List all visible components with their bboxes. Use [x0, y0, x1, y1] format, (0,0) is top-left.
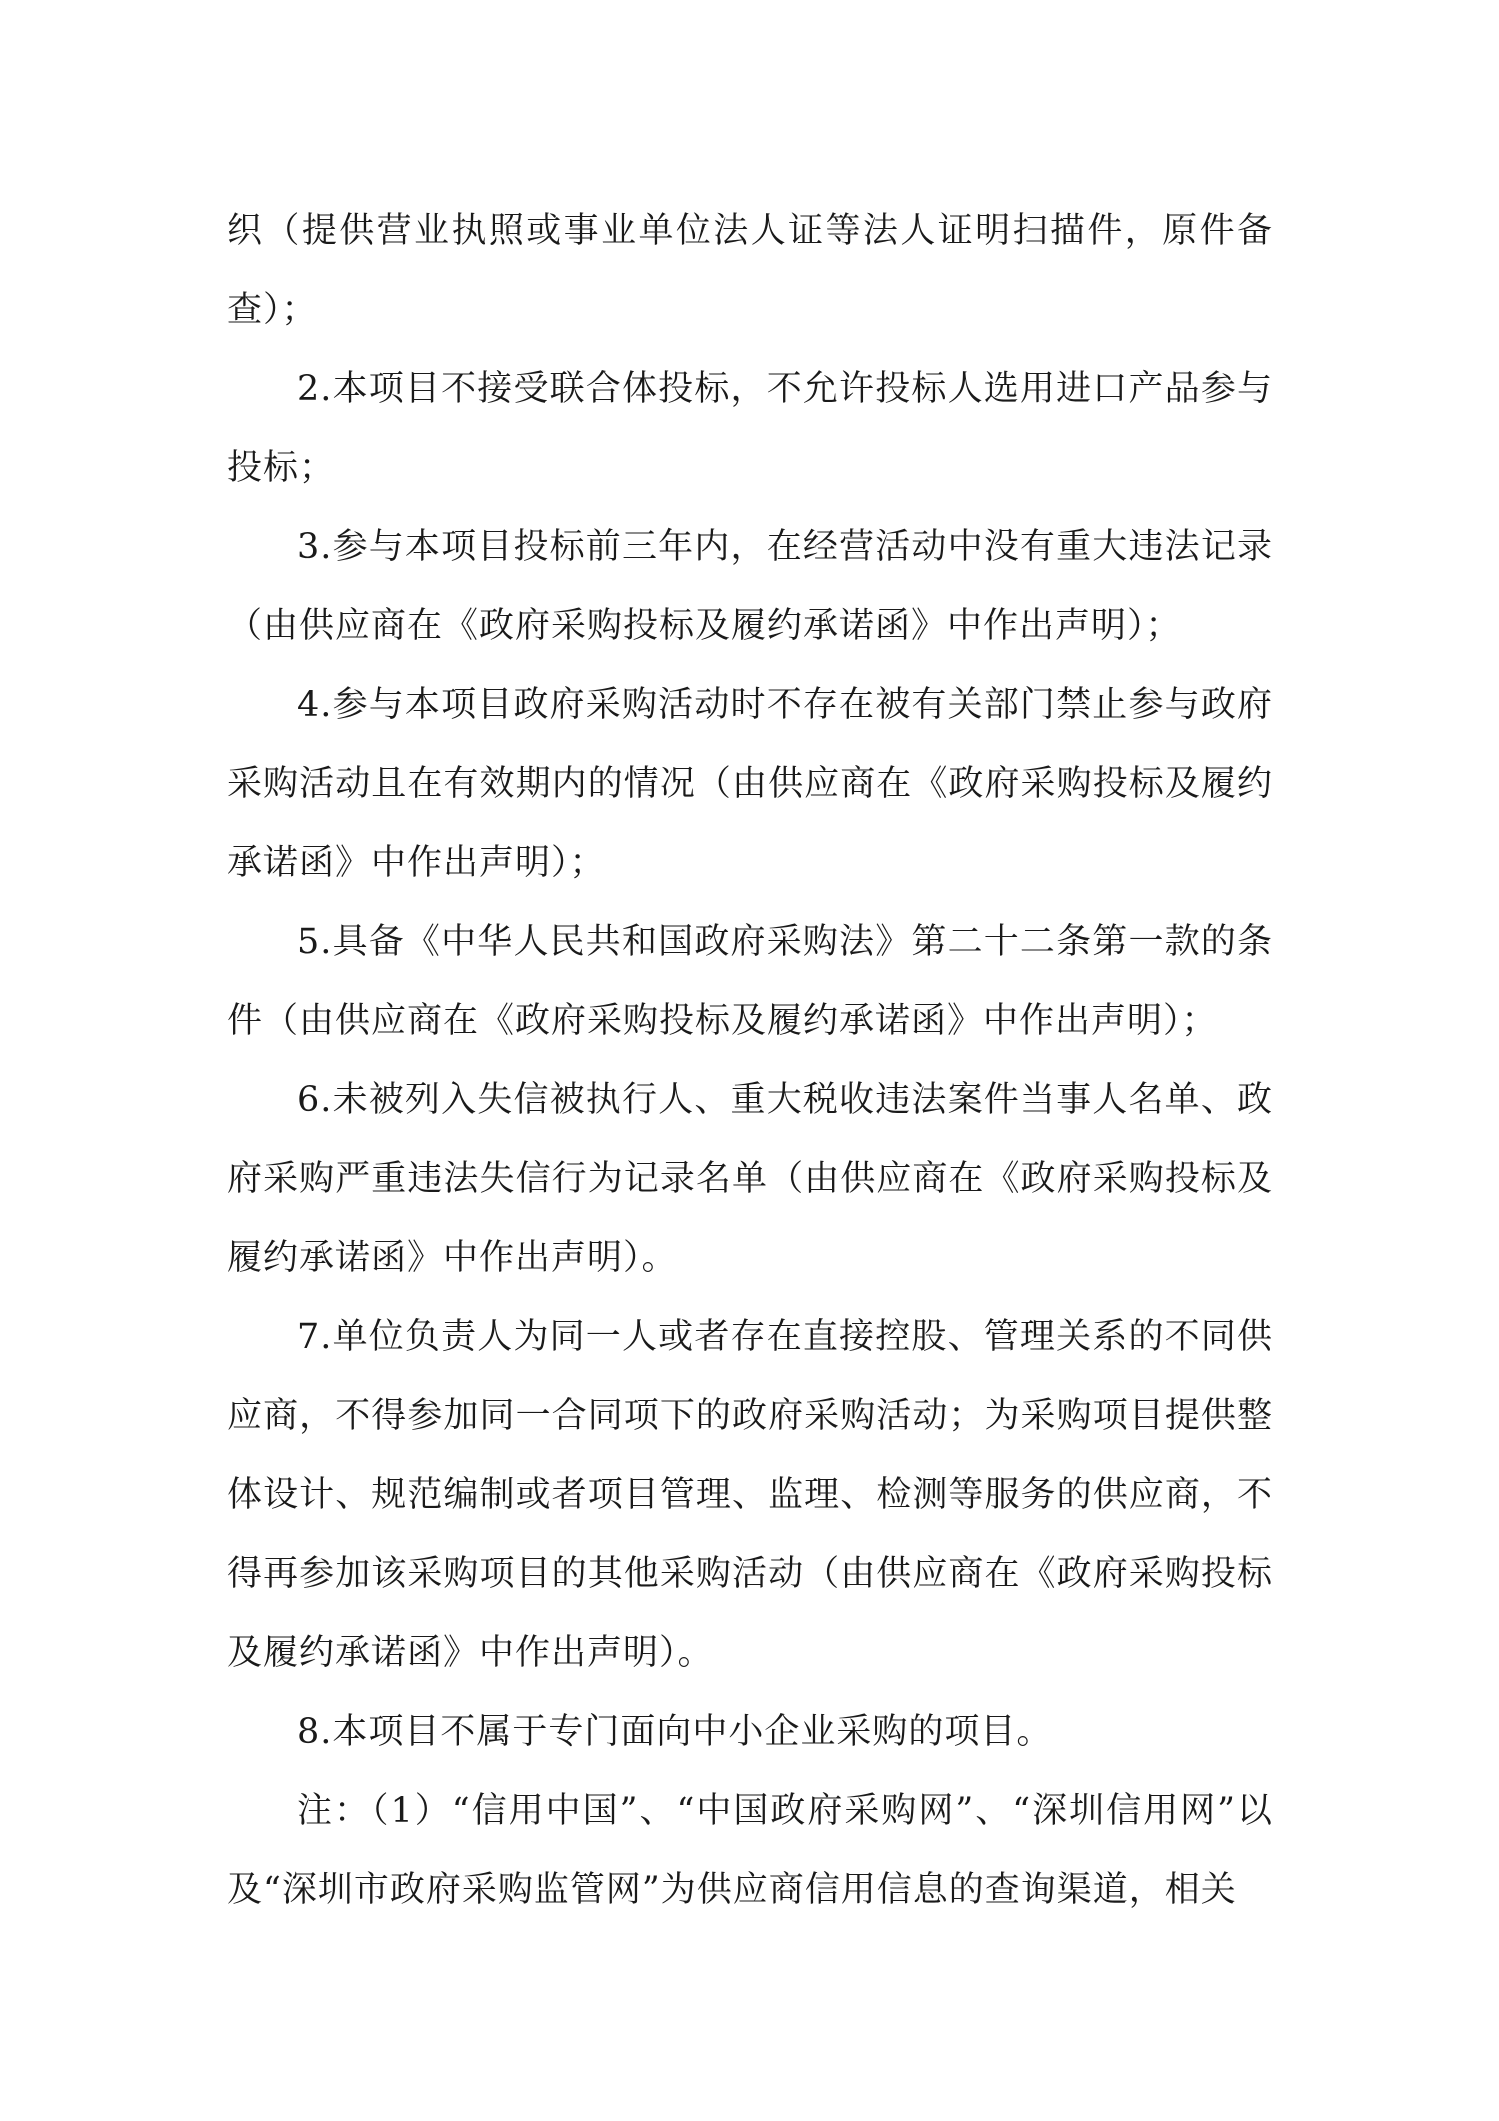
paragraph-item-5: 5.具备《中华人民共和国政府采购法》第二十二条第一款的条件（由供应商在《政府采购投标及履约承诺函》中作出声明）； — [227, 922, 1273, 1041]
paragraph-item-4: 4.参与本项目政府采购活动时不存在被有关部门禁止参与政府采购活动且在有效期内的情况（由供应商在《政府采购投标及履约承诺函》中作出声明）； — [227, 685, 1273, 883]
paragraph-item-8: 8.本项目不属于专门面向中小企业采购的项目。 — [297, 1712, 1053, 1752]
paragraph-item-3: 3.参与本项目投标前三年内，在经营活动中没有重大违法记录（由供应商在《政府采购投标及履约承诺函》中作出声明）； — [227, 527, 1273, 646]
paragraph-note: 注：（1）“信用中国”、“中国政府采购网”、“深圳信用网”以及“深圳市政府采购监管网”为供应商信用信息的查询渠道，相关 — [227, 1791, 1273, 1910]
document-body — [227, 192, 1273, 1930]
paragraph-item-6: 6.未被列入失信被执行人、重大税收违法案件当事人名单、政府采购严重违法失信行为记录名单（由供应商在《政府采购投标及履约承诺函》中作出声明）。 — [227, 1080, 1273, 1278]
paragraph-item-7: 7.单位负责人为同一人或者存在直接控股、管理关系的不同供应商，不得参加同一合同项下的政府采购活动；为采购项目提供整体设计、规范编制或者项目管理、监理、检测等服务的供应商，不得再参加该采购项目的其他采购活动（由供应商在《政府采购投标及履约承诺函》中作出声明）。 — [227, 1317, 1273, 1673]
paragraph-continuation: 织（提供营业执照或事业单位法人证等法人证明扫描件，原件备查）； — [227, 211, 1273, 330]
paragraph-item-2: 2.本项目不接受联合体投标，不允许投标人选用进口产品参与投标； — [227, 369, 1273, 488]
